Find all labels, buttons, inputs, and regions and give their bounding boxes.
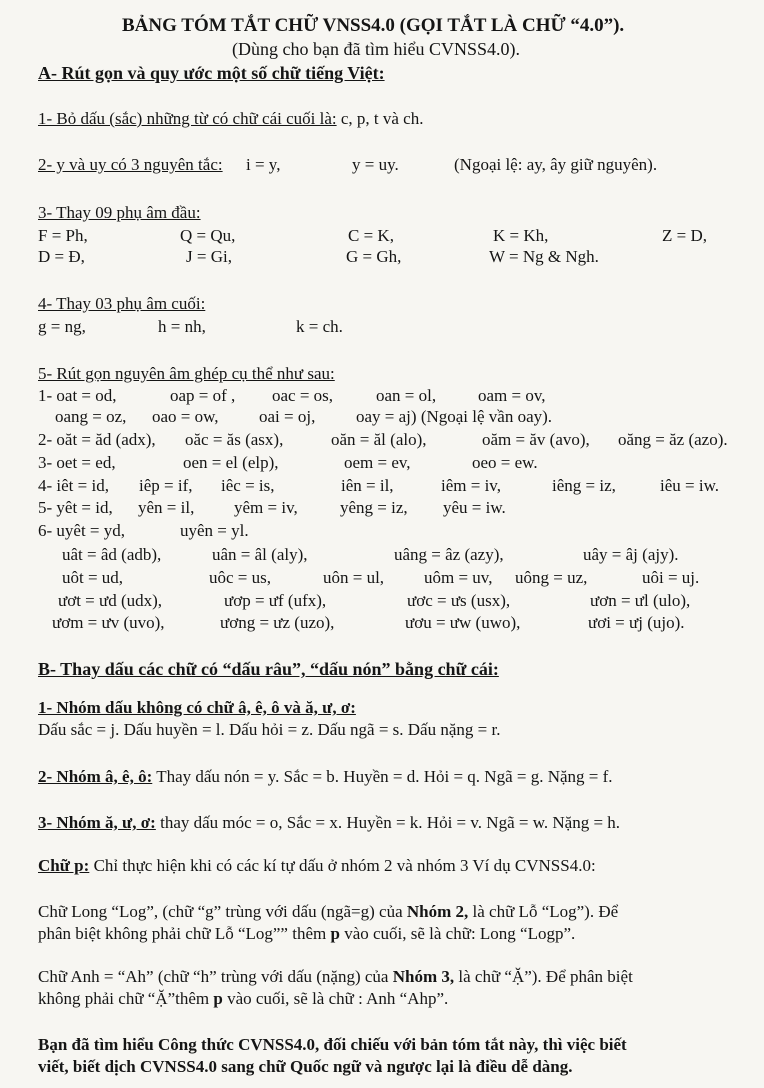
vowel-row xyxy=(38,568,748,588)
final-consonant-map: k = ch. xyxy=(296,317,343,336)
vowel-row xyxy=(38,453,748,473)
vowel-map: 5- yêt = id, xyxy=(38,498,113,517)
rule-1 xyxy=(38,109,423,129)
consonant-map: K = Kh, xyxy=(493,226,549,245)
consonant-map: C = K, xyxy=(348,226,394,245)
vowel-map: oap = of , xyxy=(170,386,236,405)
group-3-label: 3- Nhóm ă, ư, ơ: xyxy=(38,813,156,832)
text: Nhóm 2, xyxy=(406,902,469,921)
text: Chữ Anh = “Ah” (chữ “h” trùng với dấu (nặng) của xyxy=(38,967,393,986)
vowel-map: uông = uz, xyxy=(515,568,588,587)
text: Nhóm 3, xyxy=(392,967,455,986)
rule-1-text: c, p, t và ch. xyxy=(336,109,424,128)
rule-2 xyxy=(38,155,738,175)
vowel-map: 2- oăt = ăd (adx), xyxy=(38,430,156,449)
group-1-text: Dấu sắc = j. Dấu huyền = l. Dấu hỏi = z. Dấu ngã = s. Dấu nặng = r. xyxy=(38,720,501,739)
vowel-map: oao = ow, xyxy=(152,407,219,426)
document-title: BẢNG TÓM TẮT CHỮ VNSS4.0 (GỌI TẮT LÀ CHỮ “4.0”). xyxy=(122,15,625,36)
rule-2-part1: i = y, xyxy=(246,155,281,174)
vowel-map: oai = oj, xyxy=(259,407,316,426)
vowel-row xyxy=(38,407,748,427)
text: phân biệt không phải chữ Lỗ “Log”” thêm xyxy=(38,924,331,943)
vowel-map: uât = âd (adb), xyxy=(62,545,162,564)
vowel-map: ươm = ưv (uvo), xyxy=(52,613,165,632)
text: Chữ Long “Log”, (chữ “g” trùng với dấu (ngã=g) của xyxy=(38,902,407,921)
vowel-row xyxy=(38,476,748,496)
group-3-text: thay dấu móc = o, Sắc = x. Huyền = k. Hỏi = v. Ngã = w. Nặng = h. xyxy=(155,813,621,832)
rule-5-heading: 5- Rút gọn nguyên âm ghép cụ thể như sau: xyxy=(38,364,335,383)
rule-2-label: 2- y và uy có 3 nguyên tắc: xyxy=(38,155,223,174)
text: là chữ Lỗ “Log”). Để xyxy=(468,902,619,921)
rule-2-note: (Ngoại lệ: ay, ây giữ nguyên). xyxy=(454,155,658,174)
closing-line-1: Bạn đã tìm hiểu Công thức CVNSS4.0, đối chiếu với bản tóm tắt này, thì việc biết xyxy=(38,1035,627,1054)
vowel-map: oăng = ăz (azo). xyxy=(618,430,728,449)
consonant-map: Q = Qu, xyxy=(180,226,236,245)
rule-1-label: 1- Bỏ dấu (sắc) những từ có chữ cái cuối là: xyxy=(38,109,337,128)
vowel-map: oeo = ew. xyxy=(472,453,538,472)
text: vào cuối, sẽ là chữ : Anh “Ahp”. xyxy=(222,989,449,1008)
chu-p-note xyxy=(38,856,596,876)
vowel-map: yên = il, xyxy=(138,498,195,517)
text: vào cuối, sẽ là chữ: Long “Logp”. xyxy=(339,924,576,943)
vowel-map: iêm = iv, xyxy=(441,476,501,495)
vowel-map: uôm = uv, xyxy=(424,568,493,587)
group-2 xyxy=(38,767,613,787)
text: là chữ “Ặ”). Để phân biệt xyxy=(454,967,633,986)
vowel-map: oam = ov, xyxy=(478,386,546,405)
vowel-map: uây = âj (ajy). xyxy=(583,545,679,564)
vowel-map: ươp = ưf (ufx), xyxy=(224,591,327,610)
vowel-map: oem = ev, xyxy=(344,453,411,472)
vowel-row xyxy=(38,386,748,406)
vowel-map: oăc = ăs (asx), xyxy=(185,430,284,449)
vowel-row xyxy=(38,521,748,541)
consonant-map: F = Ph, xyxy=(38,226,88,245)
vowel-row xyxy=(38,613,748,633)
text: p xyxy=(330,924,340,943)
vowel-map: iêp = if, xyxy=(139,476,193,495)
document-subtitle: (Dùng cho bạn đã tìm hiểu CVNSS4.0). xyxy=(232,39,520,59)
group-2-text: Thay dấu nón = y. Sắc = b. Huyền = d. Hỏi = q. Ngã = g. Nặng = f. xyxy=(152,767,613,786)
rule-3-row-2 xyxy=(38,247,738,267)
vowel-map: ươn = ưl (ulo), xyxy=(590,591,691,610)
vowel-row xyxy=(38,591,748,611)
rule-4-heading: 4- Thay 03 phụ âm cuối: xyxy=(38,294,206,313)
vowel-map: iêng = iz, xyxy=(552,476,616,495)
chu-p-label: Chữ p: xyxy=(38,856,90,875)
vowel-map: 4- iêt = id, xyxy=(38,476,109,495)
vowel-map: iêc = is, xyxy=(221,476,275,495)
vowel-map: uôt = ud, xyxy=(62,568,124,587)
consonant-map: G = Gh, xyxy=(346,247,402,266)
vowel-map: yêm = iv, xyxy=(234,498,298,517)
section-a-heading: A- Rút gọn và quy ước một số chữ tiếng Việt: xyxy=(38,63,385,83)
vowel-map: 6- uyêt = yd, xyxy=(38,521,126,540)
vowel-row xyxy=(38,430,748,450)
example-2-line-2 xyxy=(38,989,448,1009)
vowel-map: oang = oz, xyxy=(55,407,127,426)
example-1-line-1 xyxy=(38,902,618,922)
vowel-map: oay = aj) (Ngoại lệ vần oay). xyxy=(356,407,553,426)
group-2-label: 2- Nhóm â, ê, ô: xyxy=(38,767,153,786)
vowel-map: yêu = iw. xyxy=(443,498,506,517)
example-1-line-2 xyxy=(38,924,575,944)
vowel-map: iêu = iw. xyxy=(660,476,720,495)
vowel-map: ươc = ưs (usx), xyxy=(407,591,511,610)
consonant-map: W = Ng & Ngh. xyxy=(489,247,599,266)
vowel-map: ươi = ưj (ujo). xyxy=(588,613,685,632)
section-b-heading: B- Thay dấu các chữ có “dấu râu”, “dấu nón” bằng chữ cái: xyxy=(38,659,499,679)
vowel-map: ương = ưz (uzo), xyxy=(220,613,335,632)
vowel-map: uâng = âz (azy), xyxy=(394,545,504,564)
chu-p-text: Chỉ thực hiện khi có các kí tự dấu ở nhóm 2 và nhóm 3 Ví dụ CVNSS4.0: xyxy=(89,856,596,875)
vowel-map: oăm = ăv (avo), xyxy=(482,430,590,449)
vowel-map: ươt = ưd (udx), xyxy=(58,591,163,610)
example-2-line-1 xyxy=(38,967,633,987)
vowel-map: 3- oet = ed, xyxy=(38,453,116,472)
final-consonant-map: g = ng, xyxy=(38,317,86,336)
text: không phải chữ “Ặ”thêm xyxy=(38,989,214,1008)
text: p xyxy=(213,989,223,1008)
final-consonant-map: h = nh, xyxy=(158,317,206,336)
vowel-map: uôi = uj. xyxy=(642,568,700,587)
rule-3-row-1 xyxy=(38,226,738,246)
vowel-map: ươu = ưw (uwo), xyxy=(405,613,521,632)
vowel-map: uôc = us, xyxy=(209,568,271,587)
closing-line-2: viết, biết dịch CVNSS4.0 sang chữ Quốc ngữ và ngược lại là điều dễ dàng. xyxy=(38,1057,573,1076)
group-3 xyxy=(38,813,620,833)
vowel-row xyxy=(38,545,748,565)
vowel-map: 1- oat = od, xyxy=(38,386,117,405)
vowel-map: oac = os, xyxy=(272,386,334,405)
consonant-map: Z = D, xyxy=(662,226,707,245)
vowel-map: oen = el (elp), xyxy=(183,453,279,472)
vowel-map: uyên = yl. xyxy=(180,521,249,540)
vowel-map: iên = il, xyxy=(341,476,394,495)
vowel-map: oăn = ăl (alo), xyxy=(331,430,427,449)
vowel-map: oan = ol, xyxy=(376,386,437,405)
vowel-map: yêng = iz, xyxy=(340,498,408,517)
consonant-map: J = Gi, xyxy=(186,247,232,266)
rule-4-row xyxy=(38,317,738,337)
consonant-map: D = Đ, xyxy=(38,247,85,266)
vowel-map: uân = âl (aly), xyxy=(212,545,308,564)
rule-2-part2: y = uy. xyxy=(352,155,399,174)
vowel-row xyxy=(38,498,748,518)
group-1-heading: 1- Nhóm dấu không có chữ â, ê, ô và ă, ư, ơ: xyxy=(38,698,356,717)
vowel-map: uôn = ul, xyxy=(323,568,385,587)
rule-3-heading: 3- Thay 09 phụ âm đầu: xyxy=(38,203,201,222)
